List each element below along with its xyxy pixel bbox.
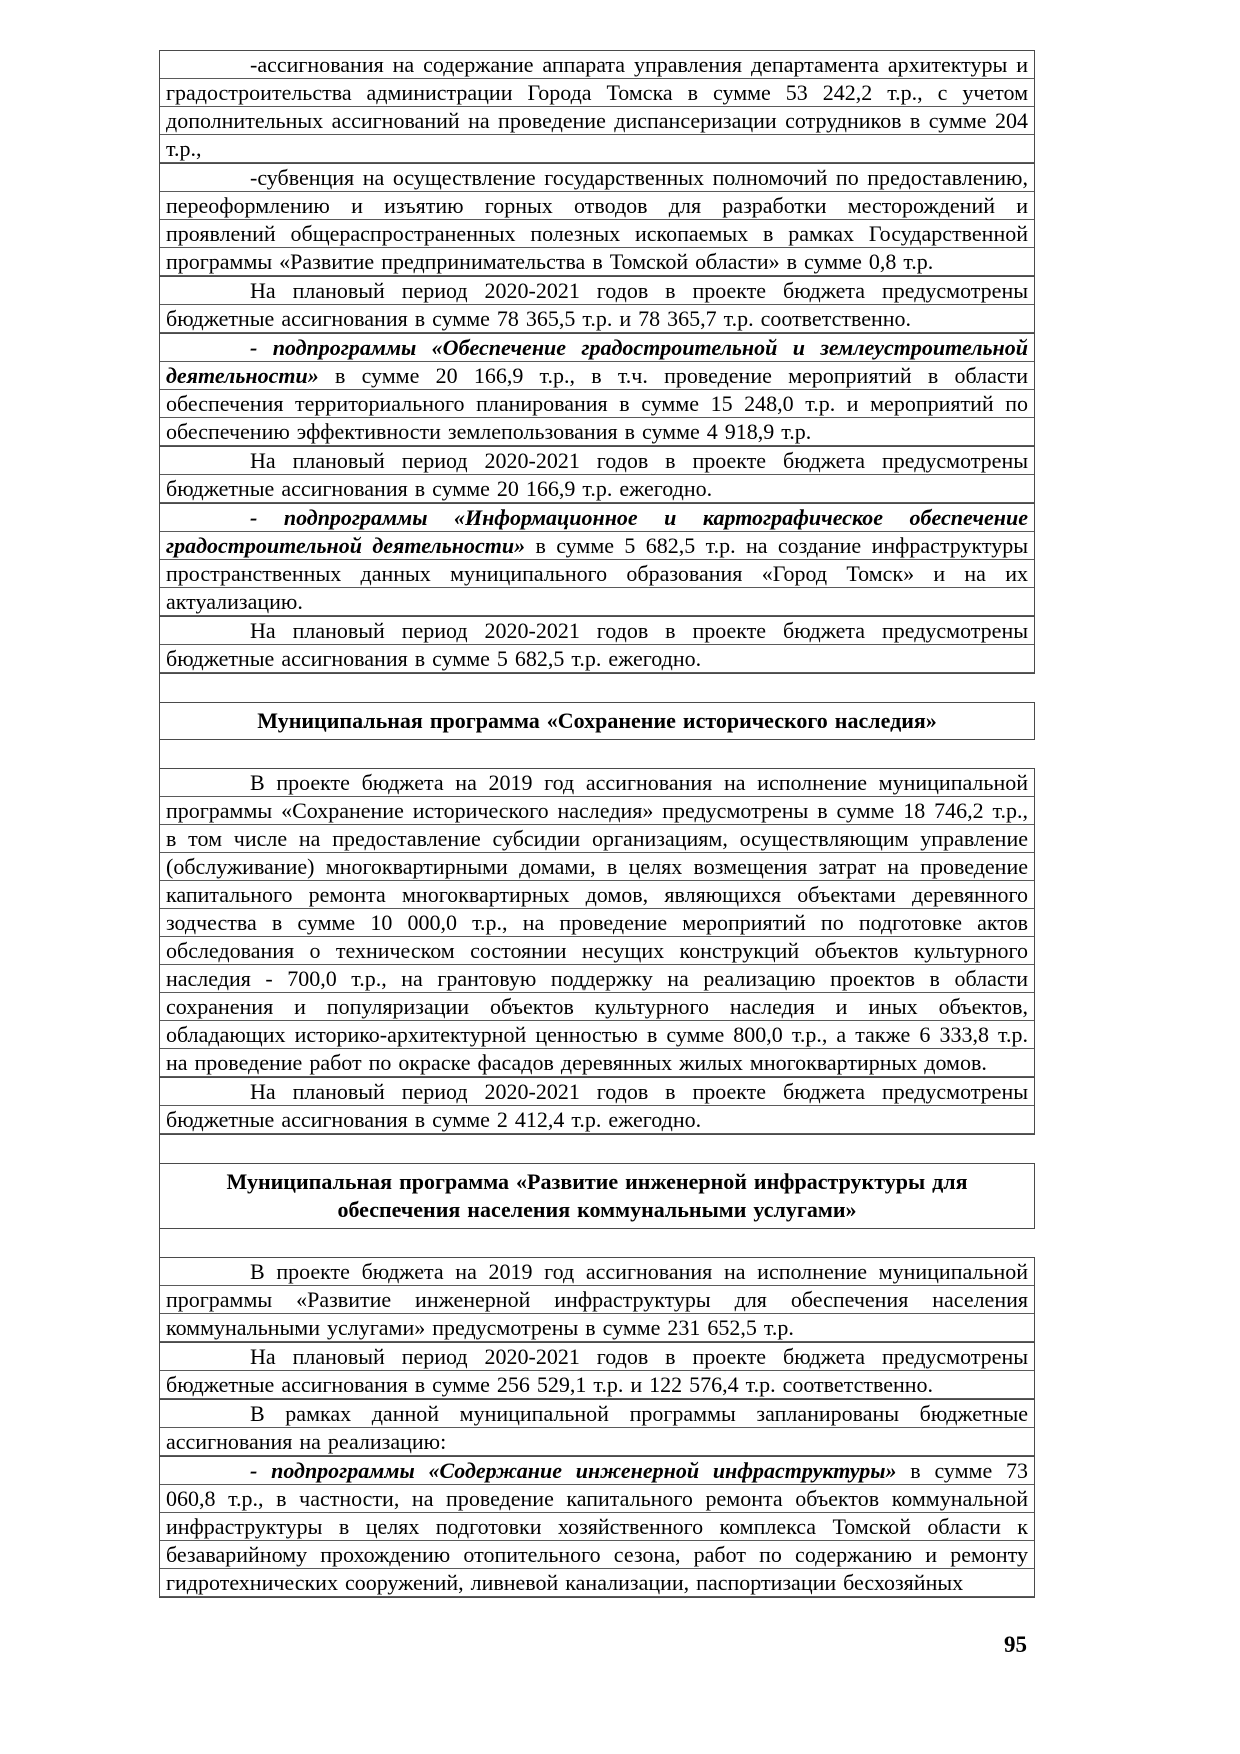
paragraph: [159, 276, 1035, 334]
paragraph: [159, 616, 1035, 674]
text-run: На плановый период 2020-2021 годов в проекте бюджета предусмотрены бюджетные ассигнования в сумме 256 529,1 т.р. и 122 576,4 т.р. соответственно.: [166, 1344, 1028, 1397]
paragraph: [159, 503, 1035, 617]
page-number: 95: [1004, 1632, 1027, 1657]
text-run: -субвенция на осуществление государственных полномочий по предоставлению, переоформлению и изъятию горных отводов для разработки месторождений и проявлений общераспространенных полезных ископаемых в рамках Государственной программы «Развитие предпринимательства в Томской области» в сумме 0,8 т.р.: [166, 165, 1028, 274]
paragraph: [159, 333, 1035, 447]
text-run: В проекте бюджета на 2019 год ассигнования на исполнение муниципальной программы «Сохранение исторического наследия» предусмотрены в сумме 18 746,2 т.р., в том числе на предоставление субсидии организациям, осуществляющим управление (обслуживание) многоквартирными домами, в целях возмещения затрат на проведение капитального ремонта многоквартирных домов, являющихся объектами деревянного зодчества в сумме 10 000,0 т.р., на проведение мероприятий по подготовке актов обследования о техническом состоянии несущих конструкций объектов культурного наследия - 700,0 т.р., на грантовую поддержку на реализацию проектов в области сохранения и популяризации объектов культурного наследия и иных объектов, обладающих историко-архитектурной ценностью в сумме 800,0 т.р., а также 6 333,8 т.р. на проведение работ по окраске фасадов деревянных жилых многоквартирных домов.: [166, 770, 1028, 1075]
text-run: Муниципальная программа «Сохранение исторического наследия»: [257, 708, 937, 733]
paragraph: [159, 50, 1035, 164]
paragraph: [159, 446, 1035, 504]
paragraph: [159, 1399, 1035, 1457]
text-run: На плановый период 2020-2021 годов в проекте бюджета предусмотрены бюджетные ассигнования в сумме 20 166,9 т.р. ежегодно.: [166, 448, 1028, 501]
text-run: На плановый период 2020-2021 годов в проекте бюджета предусмотрены бюджетные ассигнования в сумме 78 365,5 т.р. и 78 365,7 т.р. соответственно.: [166, 278, 1028, 331]
text-run: в сумме 5 682,5 т.р. на создание инфраструктуры пространственных данных муниципального образования «Город Томск» и на их актуализацию.: [166, 533, 1028, 614]
paragraph: [159, 1342, 1035, 1400]
text-run: На плановый период 2020-2021 годов в проекте бюджета предусмотрены бюджетные ассигнования в сумме 5 682,5 т.р. ежегодно.: [166, 618, 1028, 671]
section-heading: [159, 1163, 1035, 1229]
paragraph: [159, 1077, 1035, 1135]
block-spacer: [159, 1134, 1035, 1164]
paragraph: [159, 768, 1035, 1078]
paragraph: [159, 1456, 1035, 1598]
text-run: Муниципальная программа «Развитие инженерной инфраструктуры для обеспечения населения коммунальными услугами»: [226, 1169, 968, 1222]
text-run: В рамках данной муниципальной программы запланированы бюджетные ассигнования на реализацию:: [166, 1401, 1028, 1454]
text-run: -ассигнования на содержание аппарата управления департамента архитектуры и градостроительства администрации Города Томска в сумме 53 242,2 т.р., с учетом дополнительных ассигнований на проведение диспансеризации сотрудников в сумме 204 т.р.,: [166, 52, 1028, 161]
block-spacer: [159, 673, 1035, 703]
text-run: - подпрограммы «Содержание инженерной инфраструктуры»: [250, 1458, 897, 1483]
document-body: [159, 50, 1035, 1598]
text-run: в сумме 73 060,8 т.р., в частности, на проведение капитального ремонта объектов коммунальной инфраструктуры в целях подготовки хозяйственного комплекса Томской области к безаварийному прохождению отопительного сезона, работ по содержанию и ремонту гидротехнических сооружений, ливневой канализации, паспортизации бесхозяйных: [166, 1458, 1029, 1595]
block-spacer: [159, 1228, 1035, 1258]
paragraph: [159, 163, 1035, 277]
paragraph: [159, 1257, 1035, 1343]
text-run: - подпрограммы «Обеспечение градостроительной и землеустроительной деятельности»: [166, 335, 1028, 388]
text-run: в сумме 20 166,9 т.р., в т.ч. проведение мероприятий в области обеспечения территориального планирования в сумме 15 248,0 т.р. и мероприятий по обеспечению эффективности землепользования в сумме 4 918,9 т.р.: [166, 363, 1028, 444]
text-run: В проекте бюджета на 2019 год ассигнования на исполнение муниципальной программы «Развитие инженерной инфраструктуры для обеспечения населения коммунальными услугами» предусмотрены в сумме 231 652,5 т.р.: [166, 1259, 1028, 1340]
block-spacer: [159, 739, 1035, 769]
text-run: На плановый период 2020-2021 годов в проекте бюджета предусмотрены бюджетные ассигнования в сумме 2 412,4 т.р. ежегодно.: [166, 1079, 1028, 1132]
section-heading: [159, 702, 1035, 740]
text-run: - подпрограммы «Информационное и картографическое обеспечение градостроительной деятельности»: [166, 505, 1028, 558]
